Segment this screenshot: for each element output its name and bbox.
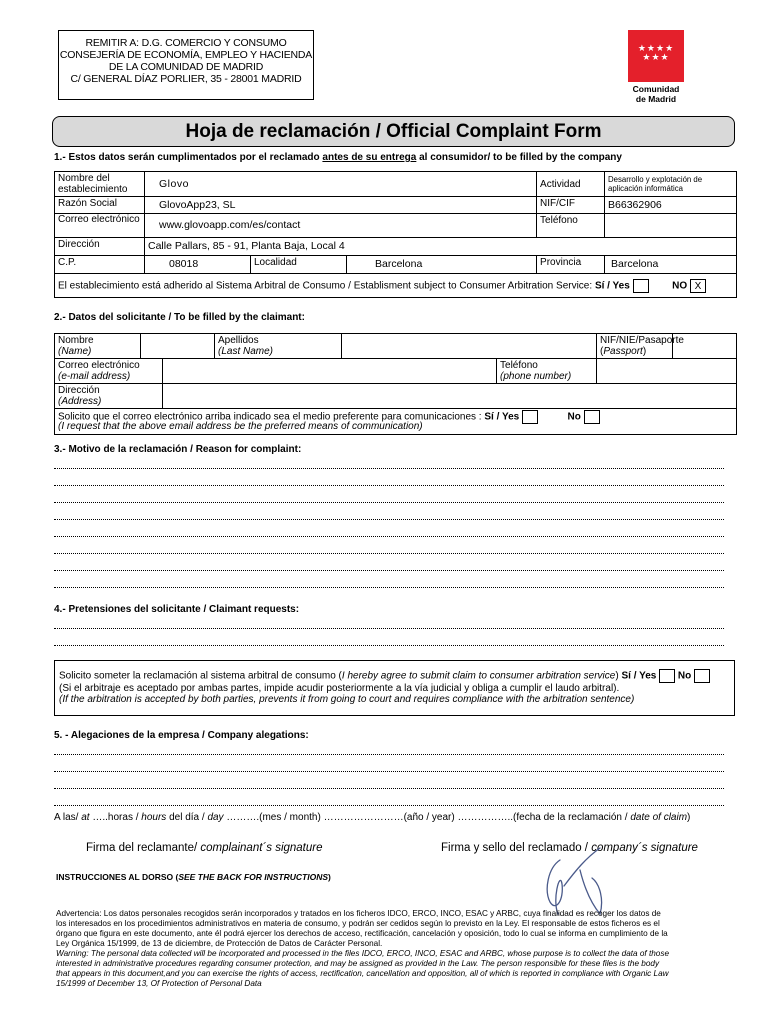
arbitration-no-checkbox[interactable] — [694, 669, 710, 683]
instructions-note: INSTRUCCIONES AL DORSO (SEE THE BACK FOR INSTRUCTIONS) — [56, 872, 331, 882]
address-line: REMITIR A: D.G. COMERCIO Y CONSUMO — [85, 37, 287, 49]
complaint-line[interactable] — [54, 468, 724, 469]
nombre-field[interactable] — [141, 334, 215, 359]
company-data-table — [54, 171, 737, 298]
correo-label: Correo electrónico — [55, 214, 145, 238]
comunidad-madrid-logo — [628, 30, 684, 82]
nif-label: NIF/CIF — [537, 197, 605, 214]
correo-label: Correo electrónico (e-mail address) — [55, 359, 163, 384]
telefono-label: Teléfono (phone number) — [497, 359, 597, 384]
nombre-label: Nombre del establecimiento — [55, 172, 145, 197]
direccion-field[interactable] — [163, 384, 737, 409]
nif-field[interactable]: B66362906 — [605, 197, 737, 214]
telefono-field[interactable] — [597, 359, 737, 384]
complaint-line[interactable] — [54, 553, 724, 554]
address-line: C/ GENERAL DÍAZ PORLIER, 35 - 28001 MADRID — [70, 73, 302, 85]
complaint-line[interactable] — [54, 519, 724, 520]
complaint-line[interactable] — [54, 570, 724, 571]
complaint-line[interactable] — [54, 485, 724, 486]
telefono-field[interactable] — [605, 214, 737, 238]
address-line: DE LA COMUNIDAD DE MADRID — [108, 61, 264, 73]
recipient-address-box — [58, 30, 314, 100]
section4-heading: 4.- Pretensiones del solicitante / Claimant requests: — [54, 604, 300, 615]
claimant-signature-label: Firma del reclamante/ complainant´s signature — [86, 842, 323, 854]
complaint-line[interactable] — [54, 502, 724, 503]
arbitration-yes-checkbox[interactable] — [659, 669, 675, 683]
privacy-notice: Advertencia: Los datos personales recogidos serán incorporados y tratados en los ficheros IDCO, ERCO, INCO, ESAC y ARBC, cuya finalidad es recoger los datos de los interesados en los procedimientos administrativos en materia de consumo, y podrán ser cedidos según lo previsto en la Ley. El responsable de estos ficheros es el órgano que figura en este documento, ante él podrá ejercer los derechos de acceso, rectificación, cancelación y oposición, todo lo cual se informa en cumplimiento de la Ley Orgánica 15/1999, de 13 de diciembre, de Protección de Datos de Carácter Personal. Warning: The personal data collected will be incorporated and processed in the files IDCO, ERCO, INCO, ESAC and ARBC, whose purpose is to collect the data of those interested in administrative procedures regarding consumer protection, and may be assigned as provided in the Law. The person responsible for these files is the body that appears in this document,and you can exercise the rights of access, rectification, cancellation and opposition, all of which is reported in compliance with Organic Law 15/1999 of December 13, Of Protection of Personal Data — [56, 909, 670, 988]
company-signature-image — [530, 840, 620, 920]
star-icon: ★★★★ ★★★ — [637, 43, 675, 62]
section5-heading: 5. - Alegaciones de la empresa / Company alegations: — [54, 730, 309, 741]
allegation-line[interactable] — [54, 788, 724, 789]
section3-heading: 3.- Motivo de la reclamación / Reason for complaint: — [54, 444, 302, 455]
direccion-label: Dirección (Address) — [55, 384, 163, 409]
apellidos-label: Apellidos (Last Name) — [215, 334, 342, 359]
logo-text: Comunidad de Madrid — [632, 84, 680, 104]
apellidos-field[interactable] — [342, 334, 597, 359]
actividad-field[interactable]: Desarrollo y explotación de aplicación informática — [605, 172, 737, 197]
arbitration-box: Solicito someter la reclamación al sistema arbitral de consumo (I hereby agree to submit claim to consumer arbitration service) Sí / Yes No (Si el arbitraje es aceptado por ambas partes, impide acudir posteriormente a la vía judicial y obliga a cumplir el laudo arbitral). (If the arbitration is accepted by both parties, prevents it from going to court and requires compliance with the arbitration sentence) — [54, 660, 735, 716]
localidad-label: Localidad — [251, 256, 347, 274]
email-pref-no-checkbox[interactable] — [584, 410, 600, 424]
arbitral-row: El establecimiento está adherido al Sistema Arbitral de Consumo / Establisment subject to Consumer Arbitration Service: Sí / Yes NO X — [55, 274, 737, 298]
allegation-line[interactable] — [54, 805, 724, 806]
cp-field[interactable]: 08018 — [145, 256, 251, 274]
provincia-field[interactable]: Barcelona — [605, 256, 737, 274]
direccion-field[interactable]: Calle Pallars, 85 - 91, Planta Baja, Local 4 — [145, 238, 737, 256]
complaint-line[interactable] — [54, 587, 724, 588]
page-title: Hoja de reclamación / Official Complaint Form — [52, 116, 735, 147]
razon-social-field[interactable]: GlovoApp23, SL — [145, 197, 537, 214]
email-preference-row: Solicito que el correo electrónico arriba indicado sea el medio preferente para comunicaciones : Sí / Yes No (I request that the above email address be the preferred means of communication) — [55, 409, 737, 435]
provincia-label: Provincia — [537, 256, 605, 274]
correo-field[interactable] — [163, 359, 497, 384]
allegation-line[interactable] — [54, 771, 724, 772]
email-pref-yes-checkbox[interactable] — [522, 410, 538, 424]
claimant-data-table — [54, 333, 737, 435]
date-line: A las/ at …..horas / hours del día / day ……….(mes / month) ……………………(año / year) ……………..(fecha de la reclamación / date of claim) — [54, 812, 691, 823]
allegation-line[interactable] — [54, 754, 724, 755]
nombre-label: Nombre (Name) — [55, 334, 141, 359]
localidad-field[interactable]: Barcelona — [347, 256, 537, 274]
direccion-label: Dirección — [55, 238, 145, 256]
request-line[interactable] — [54, 628, 724, 629]
telefono-label: Teléfono — [537, 214, 605, 238]
address-line: CONSEJERÍA DE ECONOMÍA, EMPLEO Y HACIENDA — [59, 49, 313, 61]
arbitral-yes-checkbox[interactable] — [633, 279, 649, 293]
nombre-field[interactable]: Glovo — [145, 172, 537, 197]
actividad-label: Actividad — [537, 172, 605, 197]
cp-label: C.P. — [55, 256, 145, 274]
razon-social-label: Razón Social — [55, 197, 145, 214]
request-line[interactable] — [54, 645, 724, 646]
company-signature-label: Firma y sello del reclamado / company´s signature — [441, 842, 698, 854]
complaint-line[interactable] — [54, 536, 724, 537]
nif-label: NIF/NIE/Pasaporte (Passport) — [597, 334, 673, 359]
arbitral-no-checkbox[interactable]: X — [690, 279, 706, 293]
section2-heading: 2.- Datos del solicitante / To be filled by the claimant: — [54, 312, 305, 323]
correo-field[interactable]: www.glovoapp.com/es/contact — [145, 214, 537, 238]
section1-heading: 1.- Estos datos serán cumplimentados por el reclamado antes de su entrega al consumidor/ to be filled by the company — [54, 152, 622, 163]
